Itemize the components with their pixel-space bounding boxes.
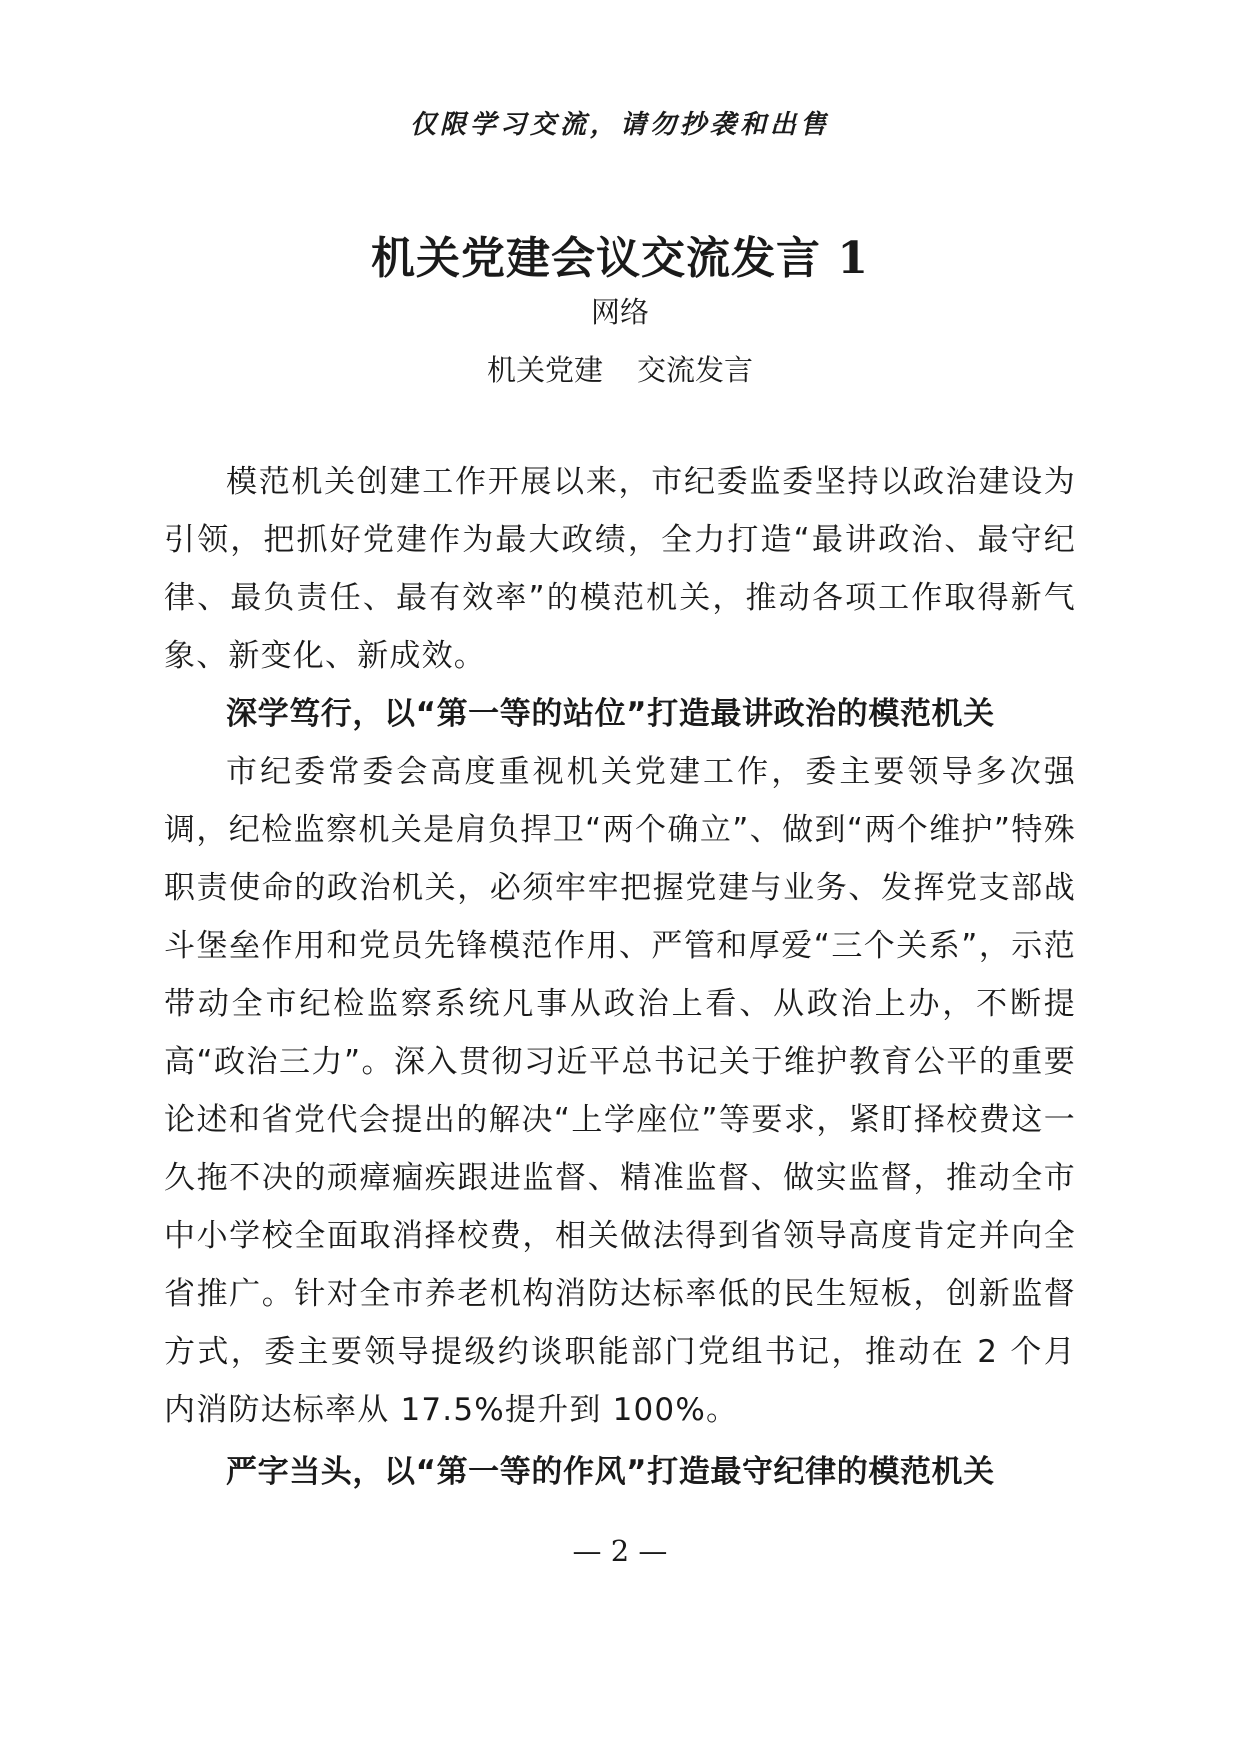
body-paragraph: 市纪委常委会高度重视机关党建工作，委主要领导多次强调，纪检监察机关是肩负捍卫“两个确立”、做到“两个维护”特殊职责使命的政治机关，必须牢牢把握党建与业务、发挥党支部战斗堡垒作用和党员先锋模范作用、严管和厚爱“三个关系”，示范带动全市纪检监察系统凡事从政治上看、从政治上办，不断提高“政治三力”。深入贯彻习近平总书记关于维护教育公平的重要论述和省党代会提出的解决“上学座位”等要求，紧盯择校费这一久拖不决的顽瘴痼疾跟进监督、精准监督、做实监督，推动全市中小学校全面取消择校费，相关做法得到省领导高度肯定并向全省推广。针对全市养老机构消防达标率低的民生短板，创新监督方式，委主要领导提级约谈职能部门党组书记，推动在 2 个月内消防达标率从 17.5%提升到 100%。 bbox=[164, 754, 1076, 1428]
page-number: — 2 — bbox=[572, 1534, 668, 1568]
document-author: 网络 bbox=[590, 295, 649, 329]
keyword: 机关党建 bbox=[486, 353, 603, 387]
document-keywords bbox=[0, 348, 1240, 389]
intro-paragraph: 模范机关创建工作开展以来，市纪委监委坚持以政治建设为引领，把抓好党建作为最大政绩，全力打造“最讲政治、最守纪律、最负责任、最有效率”的模范机关，推动各项工作取得新气象、新变化、新成效。 bbox=[164, 464, 1076, 674]
keyword: 交流发言 bbox=[637, 353, 754, 387]
section-heading: 深学笃行，以“第一等的站位”打造最讲政治的模范机关 bbox=[226, 696, 995, 732]
document-body bbox=[164, 453, 1076, 1501]
document-title: 机关党建会议交流发言 1 bbox=[371, 233, 869, 284]
header-notice: 仅限学习交流，请勿抄袭和出售 bbox=[409, 110, 830, 140]
section-heading: 严字当头，以“第一等的作风”打造最守纪律的模范机关 bbox=[226, 1454, 995, 1490]
